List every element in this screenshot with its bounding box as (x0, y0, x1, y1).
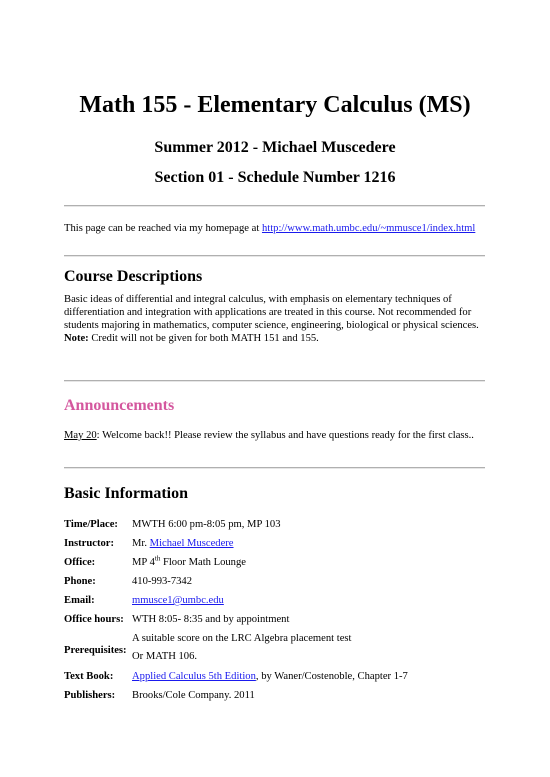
email-link[interactable]: mmusce1@umbc.edu (132, 595, 224, 606)
info-row-phone (64, 573, 408, 592)
info-row-publishers (64, 687, 408, 706)
email-value (132, 592, 408, 611)
office-post: Floor Math Lounge (160, 557, 246, 568)
time-value: MWTH 6:00 pm-8:05 pm, MP 103 (132, 519, 281, 530)
prereq-value (132, 630, 408, 668)
note-text: Credit will not be given for both MATH 151 and 155. (88, 333, 319, 344)
prereq-line-1: A suitable score on the LRC Algebra placement test (132, 633, 352, 644)
instructor-link[interactable]: Michael Muscedere (149, 538, 234, 549)
prereq-label: Prerequisites: (64, 644, 127, 656)
textbook-rest: , by Waner/Costenoble, Chapter 1-7 (255, 671, 408, 682)
note-label: Note: (64, 333, 89, 344)
info-row-instructor (64, 535, 408, 554)
info-row-email (64, 592, 408, 611)
course-description (64, 293, 489, 345)
instructor-label: Instructor: (64, 538, 115, 549)
homepage-text: This page can be reached via my homepage at (64, 223, 262, 234)
time-label: Time/Place: (64, 519, 118, 530)
textbook-value (132, 668, 408, 687)
basic-information-table (64, 516, 408, 706)
office-value (132, 554, 408, 573)
office-sup: th (154, 554, 161, 563)
instructor-value (132, 535, 408, 554)
email-label: Email: (64, 595, 95, 606)
prereq-line-2: Or MATH 106. (132, 651, 198, 662)
publishers-label: Publishers: (64, 690, 116, 701)
textbook-link[interactable]: Applied Calculus 5th Edition (132, 671, 256, 682)
info-row-prereq (64, 630, 408, 668)
announcement-date: May 20 (64, 430, 97, 441)
phone-label: Phone: (64, 576, 96, 587)
office-hours-label: Office hours: (64, 614, 124, 625)
term-line: Summer 2012 - Michael Muscedere (154, 139, 396, 156)
announcement-text: : Welcome back!! Please review the syllabus and have questions ready for the first class.. (96, 430, 474, 441)
publishers-value: Brooks/Cole Company. 2011 (132, 690, 255, 701)
course-description-text: Basic ideas of differential and integral calculus, with emphasis on elementary techniques of differentiation and integration with applications are treated in this course. Not recommended for students majoring in mathematics, computer science, engineering, biological or physical sciences. (64, 294, 479, 331)
page-title: Math 155 - Elementary Calculus (MS) (79, 92, 471, 118)
instructor-prefix: Mr. (132, 538, 150, 549)
divider (64, 467, 485, 469)
textbook-label: Text Book: (64, 671, 114, 682)
office-label: Office: (64, 557, 96, 568)
announcement-item (64, 429, 489, 442)
divider (64, 380, 485, 382)
info-row-time (64, 516, 408, 535)
phone-value: 410-993-7342 (132, 576, 193, 587)
info-row-office (64, 554, 408, 573)
divider (64, 255, 485, 257)
info-row-textbook (64, 668, 408, 687)
homepage-line (64, 222, 489, 235)
office-pre: MP 4 (132, 557, 155, 568)
section-line: Section 01 - Schedule Number 1216 (154, 169, 396, 186)
announcements-heading: Announcements (64, 397, 175, 414)
homepage-link[interactable]: http://www.math.umbc.edu/~mmusce1/index.html (261, 223, 476, 234)
divider (64, 205, 485, 207)
info-row-hours (64, 611, 408, 630)
course-descriptions-heading: Course Descriptions (64, 268, 203, 285)
office-hours-value: WTH 8:05- 8:35 and by appointment (132, 614, 290, 625)
basic-information-heading: Basic Information (64, 485, 188, 502)
